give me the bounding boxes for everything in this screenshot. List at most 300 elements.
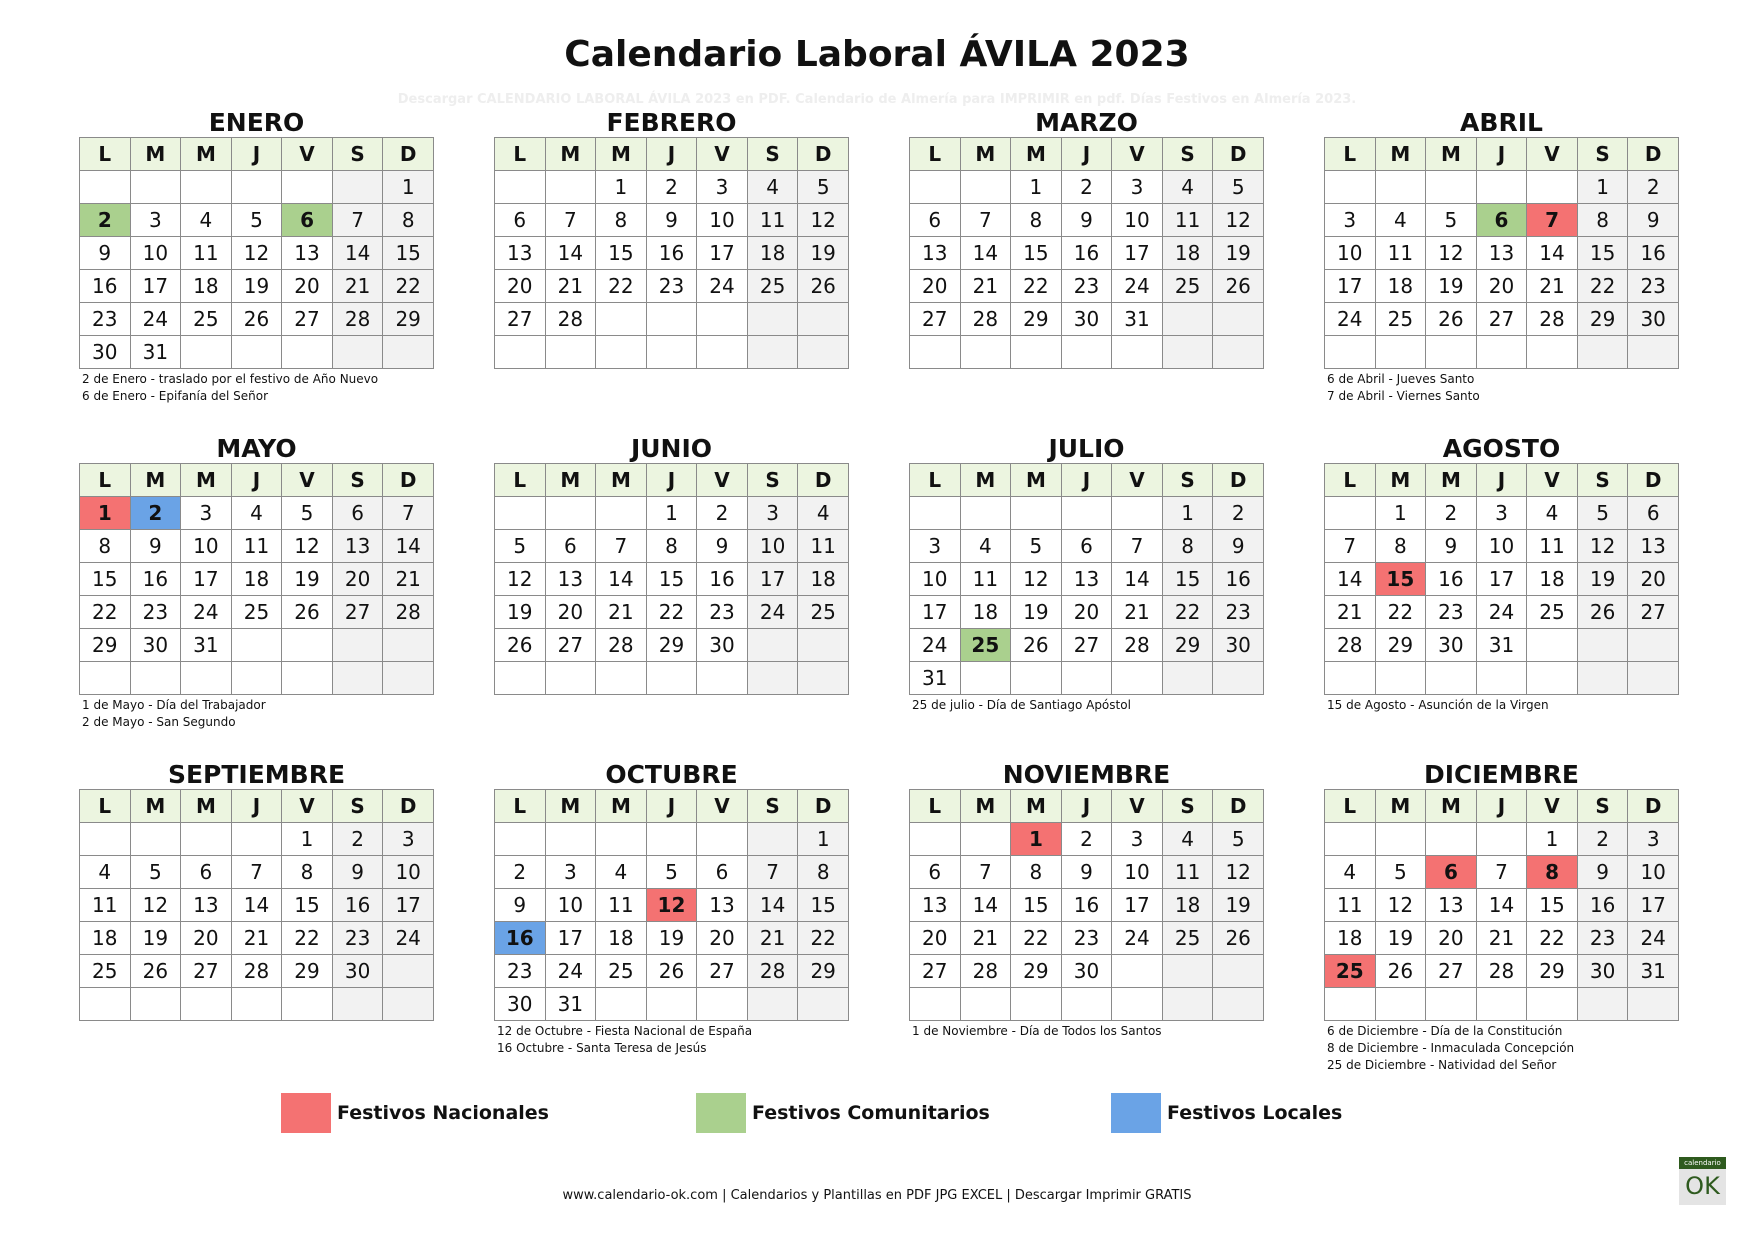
day-cell[interactable]: 30 [1061,303,1112,336]
day-cell[interactable]: 12 [282,530,333,563]
day-cell[interactable]: 10 [181,530,232,563]
day-cell[interactable]: 12 [1213,856,1264,889]
day-cell[interactable]: 16 [1577,889,1628,922]
day-cell[interactable]: 17 [1628,889,1679,922]
day-cell[interactable]: 5 [282,497,333,530]
day-cell[interactable]: 12 [1011,563,1062,596]
day-cell[interactable]: 9 [495,889,546,922]
day-cell[interactable]: 28 [231,955,282,988]
day-cell[interactable]: 19 [1011,596,1062,629]
day-cell[interactable]: 9 [332,856,383,889]
day-cell[interactable]: 23 [1628,270,1679,303]
day-cell[interactable]: 8 [1162,530,1213,563]
day-cell[interactable]: 13 [1061,563,1112,596]
day-cell[interactable]: 11 [960,563,1011,596]
day-cell[interactable]: 12 [798,204,849,237]
day-cell[interactable]: 15 [1011,889,1062,922]
day-cell[interactable]: 7 [231,856,282,889]
day-cell[interactable]: 16 [1628,237,1679,270]
day-cell[interactable]: 22 [383,270,434,303]
day-cell[interactable]: 3 [910,530,961,563]
day-cell[interactable]: 20 [910,270,961,303]
day-cell[interactable]: 4 [1162,823,1213,856]
day-cell[interactable]: 27 [282,303,333,336]
day-cell[interactable]: 12 [1577,530,1628,563]
day-cell[interactable]: 30 [495,988,546,1021]
day-cell[interactable]: 21 [1112,596,1163,629]
day-cell[interactable]: 8 [646,530,697,563]
day-cell[interactable]: 25 [231,596,282,629]
day-cell[interactable]: 3 [181,497,232,530]
day-cell[interactable]: 4 [798,497,849,530]
day-cell[interactable]: 21 [545,270,596,303]
day-cell[interactable]: 7 [545,204,596,237]
day-cell[interactable]: 2 [1577,823,1628,856]
day-cell[interactable]: 20 [697,922,748,955]
day-cell[interactable]: 31 [545,988,596,1021]
day-cell[interactable]: 15 [1527,889,1578,922]
day-cell[interactable]: 12 [1375,889,1426,922]
day-cell[interactable]: 15 [282,889,333,922]
day-cell[interactable]: 4 [1527,497,1578,530]
day-cell[interactable]: 11 [1527,530,1578,563]
day-cell[interactable]: 22 [1375,596,1426,629]
holiday-day-cell[interactable]: 12 [646,889,697,922]
day-cell[interactable]: 20 [1426,922,1477,955]
day-cell[interactable]: 2 [1628,171,1679,204]
day-cell[interactable]: 5 [1213,823,1264,856]
day-cell[interactable]: 10 [697,204,748,237]
day-cell[interactable]: 30 [80,336,131,369]
holiday-day-cell[interactable]: 6 [1426,856,1477,889]
day-cell[interactable]: 26 [1577,596,1628,629]
day-cell[interactable]: 8 [798,856,849,889]
day-cell[interactable]: 14 [747,889,798,922]
day-cell[interactable]: 26 [1375,955,1426,988]
day-cell[interactable]: 28 [960,303,1011,336]
day-cell[interactable]: 5 [1577,497,1628,530]
day-cell[interactable]: 2 [1213,497,1264,530]
day-cell[interactable]: 2 [1061,823,1112,856]
day-cell[interactable]: 13 [181,889,232,922]
day-cell[interactable]: 3 [383,823,434,856]
day-cell[interactable]: 5 [231,204,282,237]
day-cell[interactable]: 22 [798,922,849,955]
day-cell[interactable]: 23 [1577,922,1628,955]
day-cell[interactable]: 31 [1112,303,1163,336]
day-cell[interactable]: 24 [747,596,798,629]
day-cell[interactable]: 7 [1476,856,1527,889]
day-cell[interactable]: 9 [697,530,748,563]
day-cell[interactable]: 27 [1476,303,1527,336]
day-cell[interactable]: 26 [495,629,546,662]
day-cell[interactable]: 21 [596,596,647,629]
day-cell[interactable]: 26 [1213,922,1264,955]
day-cell[interactable]: 3 [1325,204,1376,237]
day-cell[interactable]: 21 [1325,596,1376,629]
day-cell[interactable]: 30 [1577,955,1628,988]
day-cell[interactable]: 15 [1162,563,1213,596]
day-cell[interactable]: 18 [798,563,849,596]
day-cell[interactable]: 17 [1112,237,1163,270]
day-cell[interactable]: 26 [798,270,849,303]
day-cell[interactable]: 25 [596,955,647,988]
day-cell[interactable]: 6 [1061,530,1112,563]
day-cell[interactable]: 16 [697,563,748,596]
day-cell[interactable]: 16 [130,563,181,596]
day-cell[interactable]: 21 [960,922,1011,955]
day-cell[interactable]: 24 [545,955,596,988]
day-cell[interactable]: 13 [910,237,961,270]
day-cell[interactable]: 28 [1325,629,1376,662]
day-cell[interactable]: 28 [1112,629,1163,662]
day-cell[interactable]: 1 [798,823,849,856]
day-cell[interactable]: 5 [495,530,546,563]
day-cell[interactable]: 9 [1061,204,1112,237]
day-cell[interactable]: 19 [1577,563,1628,596]
day-cell[interactable]: 30 [1061,955,1112,988]
calendario-ok-logo[interactable] [1679,1157,1726,1205]
day-cell[interactable]: 19 [1213,237,1264,270]
day-cell[interactable]: 29 [1162,629,1213,662]
day-cell[interactable]: 16 [80,270,131,303]
day-cell[interactable]: 15 [1011,237,1062,270]
day-cell[interactable]: 17 [697,237,748,270]
day-cell[interactable]: 18 [1375,270,1426,303]
day-cell[interactable]: 2 [332,823,383,856]
day-cell[interactable]: 29 [1011,955,1062,988]
day-cell[interactable]: 13 [545,563,596,596]
day-cell[interactable]: 28 [1527,303,1578,336]
day-cell[interactable]: 22 [1011,270,1062,303]
day-cell[interactable]: 30 [1213,629,1264,662]
day-cell[interactable]: 21 [383,563,434,596]
day-cell[interactable]: 29 [798,955,849,988]
day-cell[interactable]: 26 [646,955,697,988]
day-cell[interactable]: 20 [181,922,232,955]
day-cell[interactable]: 2 [495,856,546,889]
day-cell[interactable]: 7 [596,530,647,563]
day-cell[interactable]: 23 [1061,270,1112,303]
day-cell[interactable]: 15 [1577,237,1628,270]
day-cell[interactable]: 20 [495,270,546,303]
day-cell[interactable]: 15 [383,237,434,270]
day-cell[interactable]: 26 [1011,629,1062,662]
day-cell[interactable]: 14 [596,563,647,596]
day-cell[interactable]: 1 [1375,497,1426,530]
day-cell[interactable]: 25 [1375,303,1426,336]
day-cell[interactable]: 31 [1476,629,1527,662]
day-cell[interactable]: 8 [1577,204,1628,237]
day-cell[interactable]: 14 [1112,563,1163,596]
day-cell[interactable]: 16 [1061,889,1112,922]
day-cell[interactable]: 8 [282,856,333,889]
day-cell[interactable]: 11 [747,204,798,237]
day-cell[interactable]: 25 [798,596,849,629]
day-cell[interactable]: 8 [596,204,647,237]
day-cell[interactable]: 17 [545,922,596,955]
holiday-day-cell[interactable]: 2 [80,204,131,237]
day-cell[interactable]: 18 [231,563,282,596]
day-cell[interactable]: 4 [231,497,282,530]
day-cell[interactable]: 29 [80,629,131,662]
day-cell[interactable]: 13 [282,237,333,270]
day-cell[interactable]: 16 [1213,563,1264,596]
day-cell[interactable]: 9 [1628,204,1679,237]
day-cell[interactable]: 25 [181,303,232,336]
day-cell[interactable]: 31 [130,336,181,369]
day-cell[interactable]: 10 [1112,856,1163,889]
day-cell[interactable]: 22 [1577,270,1628,303]
day-cell[interactable]: 29 [1375,629,1426,662]
day-cell[interactable]: 20 [1476,270,1527,303]
day-cell[interactable]: 2 [1061,171,1112,204]
day-cell[interactable]: 12 [130,889,181,922]
day-cell[interactable]: 29 [1577,303,1628,336]
day-cell[interactable]: 13 [332,530,383,563]
holiday-day-cell[interactable]: 6 [1476,204,1527,237]
day-cell[interactable]: 15 [80,563,131,596]
day-cell[interactable]: 10 [1112,204,1163,237]
day-cell[interactable]: 19 [1213,889,1264,922]
day-cell[interactable]: 18 [1162,237,1213,270]
day-cell[interactable]: 21 [332,270,383,303]
day-cell[interactable]: 8 [1011,856,1062,889]
day-cell[interactable]: 24 [1112,922,1163,955]
holiday-day-cell[interactable]: 2 [130,497,181,530]
day-cell[interactable]: 19 [495,596,546,629]
day-cell[interactable]: 23 [1061,922,1112,955]
holiday-day-cell[interactable]: 16 [495,922,546,955]
day-cell[interactable]: 14 [960,889,1011,922]
day-cell[interactable]: 10 [130,237,181,270]
day-cell[interactable]: 30 [130,629,181,662]
day-cell[interactable]: 27 [332,596,383,629]
day-cell[interactable]: 19 [282,563,333,596]
day-cell[interactable]: 17 [1476,563,1527,596]
day-cell[interactable]: 20 [332,563,383,596]
day-cell[interactable]: 13 [1476,237,1527,270]
day-cell[interactable]: 19 [231,270,282,303]
day-cell[interactable]: 10 [545,889,596,922]
day-cell[interactable]: 13 [495,237,546,270]
day-cell[interactable]: 4 [1325,856,1376,889]
day-cell[interactable]: 12 [231,237,282,270]
day-cell[interactable]: 7 [747,856,798,889]
day-cell[interactable]: 10 [1628,856,1679,889]
day-cell[interactable]: 9 [1213,530,1264,563]
day-cell[interactable]: 10 [747,530,798,563]
day-cell[interactable]: 18 [80,922,131,955]
day-cell[interactable]: 23 [130,596,181,629]
day-cell[interactable]: 3 [697,171,748,204]
day-cell[interactable]: 20 [1628,563,1679,596]
day-cell[interactable]: 4 [181,204,232,237]
day-cell[interactable]: 28 [960,955,1011,988]
day-cell[interactable]: 5 [130,856,181,889]
day-cell[interactable]: 2 [1426,497,1477,530]
holiday-day-cell[interactable]: 25 [1325,955,1376,988]
day-cell[interactable]: 18 [960,596,1011,629]
day-cell[interactable]: 16 [332,889,383,922]
footer-text[interactable]: www.calendario-ok.com | Calendarios y Plantillas en PDF JPG EXCEL | Descargar Imprimir GRATIS [562,1188,1192,1203]
day-cell[interactable]: 18 [596,922,647,955]
day-cell[interactable]: 17 [1325,270,1376,303]
day-cell[interactable]: 16 [646,237,697,270]
day-cell[interactable]: 22 [80,596,131,629]
day-cell[interactable]: 24 [697,270,748,303]
day-cell[interactable]: 1 [1011,171,1062,204]
day-cell[interactable]: 21 [1476,922,1527,955]
day-cell[interactable]: 31 [1628,955,1679,988]
day-cell[interactable]: 17 [181,563,232,596]
day-cell[interactable]: 25 [80,955,131,988]
day-cell[interactable]: 24 [1476,596,1527,629]
day-cell[interactable]: 7 [960,204,1011,237]
day-cell[interactable]: 11 [1162,856,1213,889]
day-cell[interactable]: 17 [1112,889,1163,922]
holiday-day-cell[interactable]: 1 [1011,823,1062,856]
day-cell[interactable]: 6 [910,204,961,237]
day-cell[interactable]: 10 [1325,237,1376,270]
day-cell[interactable]: 6 [495,204,546,237]
day-cell[interactable]: 29 [282,955,333,988]
day-cell[interactable]: 5 [1213,171,1264,204]
day-cell[interactable]: 4 [1375,204,1426,237]
day-cell[interactable]: 8 [1375,530,1426,563]
day-cell[interactable]: 6 [181,856,232,889]
day-cell[interactable]: 1 [1527,823,1578,856]
day-cell[interactable]: 7 [960,856,1011,889]
day-cell[interactable]: 13 [697,889,748,922]
day-cell[interactable]: 16 [1426,563,1477,596]
day-cell[interactable]: 10 [383,856,434,889]
day-cell[interactable]: 24 [1325,303,1376,336]
day-cell[interactable]: 11 [1375,237,1426,270]
day-cell[interactable]: 9 [1426,530,1477,563]
day-cell[interactable]: 3 [130,204,181,237]
holiday-day-cell[interactable]: 8 [1527,856,1578,889]
day-cell[interactable]: 27 [910,303,961,336]
day-cell[interactable]: 11 [80,889,131,922]
day-cell[interactable]: 10 [1476,530,1527,563]
day-cell[interactable]: 1 [1162,497,1213,530]
day-cell[interactable]: 18 [1527,563,1578,596]
day-cell[interactable]: 7 [1325,530,1376,563]
day-cell[interactable]: 3 [1628,823,1679,856]
day-cell[interactable]: 3 [1112,171,1163,204]
day-cell[interactable]: 19 [130,922,181,955]
day-cell[interactable]: 26 [231,303,282,336]
day-cell[interactable]: 22 [1162,596,1213,629]
day-cell[interactable]: 27 [697,955,748,988]
day-cell[interactable]: 28 [747,955,798,988]
day-cell[interactable]: 5 [1011,530,1062,563]
day-cell[interactable]: 17 [130,270,181,303]
day-cell[interactable]: 1 [646,497,697,530]
day-cell[interactable]: 29 [646,629,697,662]
day-cell[interactable]: 28 [596,629,647,662]
holiday-day-cell[interactable]: 1 [80,497,131,530]
day-cell[interactable]: 22 [646,596,697,629]
day-cell[interactable]: 17 [383,889,434,922]
day-cell[interactable]: 13 [1426,889,1477,922]
day-cell[interactable]: 22 [1527,922,1578,955]
day-cell[interactable]: 8 [1011,204,1062,237]
day-cell[interactable]: 5 [798,171,849,204]
day-cell[interactable]: 9 [80,237,131,270]
day-cell[interactable]: 11 [1162,204,1213,237]
day-cell[interactable]: 11 [596,889,647,922]
day-cell[interactable]: 24 [130,303,181,336]
day-cell[interactable]: 24 [383,922,434,955]
day-cell[interactable]: 27 [545,629,596,662]
day-cell[interactable]: 25 [747,270,798,303]
day-cell[interactable]: 19 [1375,922,1426,955]
day-cell[interactable]: 21 [1527,270,1578,303]
day-cell[interactable]: 17 [747,563,798,596]
day-cell[interactable]: 3 [545,856,596,889]
day-cell[interactable]: 15 [646,563,697,596]
day-cell[interactable]: 15 [596,237,647,270]
day-cell[interactable]: 5 [646,856,697,889]
day-cell[interactable]: 12 [1426,237,1477,270]
day-cell[interactable]: 22 [596,270,647,303]
day-cell[interactable]: 20 [545,596,596,629]
day-cell[interactable]: 26 [282,596,333,629]
day-cell[interactable]: 24 [1628,922,1679,955]
day-cell[interactable]: 29 [1527,955,1578,988]
day-cell[interactable]: 22 [1011,922,1062,955]
day-cell[interactable]: 7 [383,497,434,530]
day-cell[interactable]: 18 [1162,889,1213,922]
day-cell[interactable]: 20 [282,270,333,303]
day-cell[interactable]: 1 [383,171,434,204]
day-cell[interactable]: 23 [495,955,546,988]
day-cell[interactable]: 24 [181,596,232,629]
day-cell[interactable]: 20 [1061,596,1112,629]
day-cell[interactable]: 9 [1577,856,1628,889]
day-cell[interactable]: 26 [130,955,181,988]
day-cell[interactable]: 14 [332,237,383,270]
day-cell[interactable]: 6 [697,856,748,889]
day-cell[interactable]: 23 [697,596,748,629]
day-cell[interactable]: 15 [798,889,849,922]
day-cell[interactable]: 20 [910,922,961,955]
day-cell[interactable]: 1 [1577,171,1628,204]
day-cell[interactable]: 26 [1213,270,1264,303]
day-cell[interactable]: 6 [545,530,596,563]
day-cell[interactable]: 9 [130,530,181,563]
day-cell[interactable]: 21 [960,270,1011,303]
holiday-day-cell[interactable]: 15 [1375,563,1426,596]
day-cell[interactable]: 31 [181,629,232,662]
day-cell[interactable]: 13 [910,889,961,922]
day-cell[interactable]: 24 [910,629,961,662]
day-cell[interactable]: 28 [332,303,383,336]
day-cell[interactable]: 25 [1527,596,1578,629]
day-cell[interactable]: 26 [1426,303,1477,336]
day-cell[interactable]: 22 [282,922,333,955]
day-cell[interactable]: 14 [1325,563,1376,596]
day-cell[interactable]: 12 [495,563,546,596]
day-cell[interactable]: 23 [646,270,697,303]
day-cell[interactable]: 27 [1628,596,1679,629]
day-cell[interactable]: 9 [646,204,697,237]
day-cell[interactable]: 2 [697,497,748,530]
day-cell[interactable]: 23 [1213,596,1264,629]
day-cell[interactable]: 4 [960,530,1011,563]
